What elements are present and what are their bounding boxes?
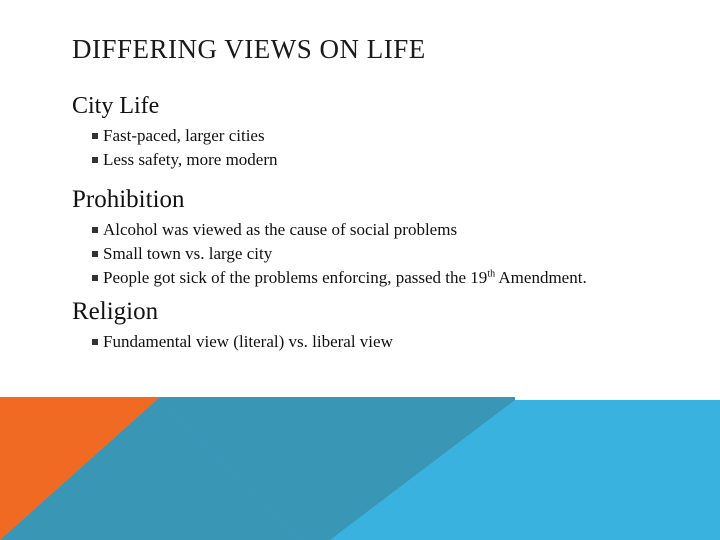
square-bullet-icon	[92, 157, 98, 163]
bullet-item	[92, 242, 692, 266]
bullet-item	[92, 330, 692, 354]
bullet-item	[92, 124, 692, 148]
square-bullet-icon	[92, 251, 98, 257]
bullet-text: Alcohol was viewed as the cause of social problems	[103, 220, 458, 239]
bullet-text: Fast-paced, larger cities	[103, 126, 265, 145]
square-bullet-icon	[92, 339, 98, 345]
bullet-text: Small town vs. large city	[103, 244, 273, 263]
prohibition-bullets	[72, 218, 692, 290]
religion-bullets	[72, 330, 692, 354]
decorative-footer-shapes	[0, 397, 720, 540]
bullet-item	[92, 218, 692, 242]
bullet-text-part: People got sick of the problems enforcing, passed the 19	[103, 268, 488, 287]
section-heading-religion: Religion	[72, 298, 159, 325]
square-bullet-icon	[92, 133, 98, 139]
bullet-item	[92, 148, 692, 172]
bullet-text: Fundamental view (literal) vs. liberal view	[103, 332, 393, 351]
footer-top-gap	[515, 397, 720, 400]
city-life-bullets	[72, 124, 692, 172]
square-bullet-icon	[92, 227, 98, 233]
ordinal-superscript: th	[487, 268, 496, 280]
section-heading-prohibition: Prohibition	[72, 186, 185, 213]
slide-title: DIFFERING VIEWS ON LIFE	[72, 34, 426, 64]
bullet-text-part: Amendment.	[495, 268, 587, 287]
slide-content	[72, 90, 692, 354]
square-bullet-icon	[92, 275, 98, 281]
bullet-text: Less safety, more modern	[103, 150, 278, 169]
section-heading-city-life: City Life	[72, 93, 160, 119]
bullet-item	[92, 266, 692, 290]
